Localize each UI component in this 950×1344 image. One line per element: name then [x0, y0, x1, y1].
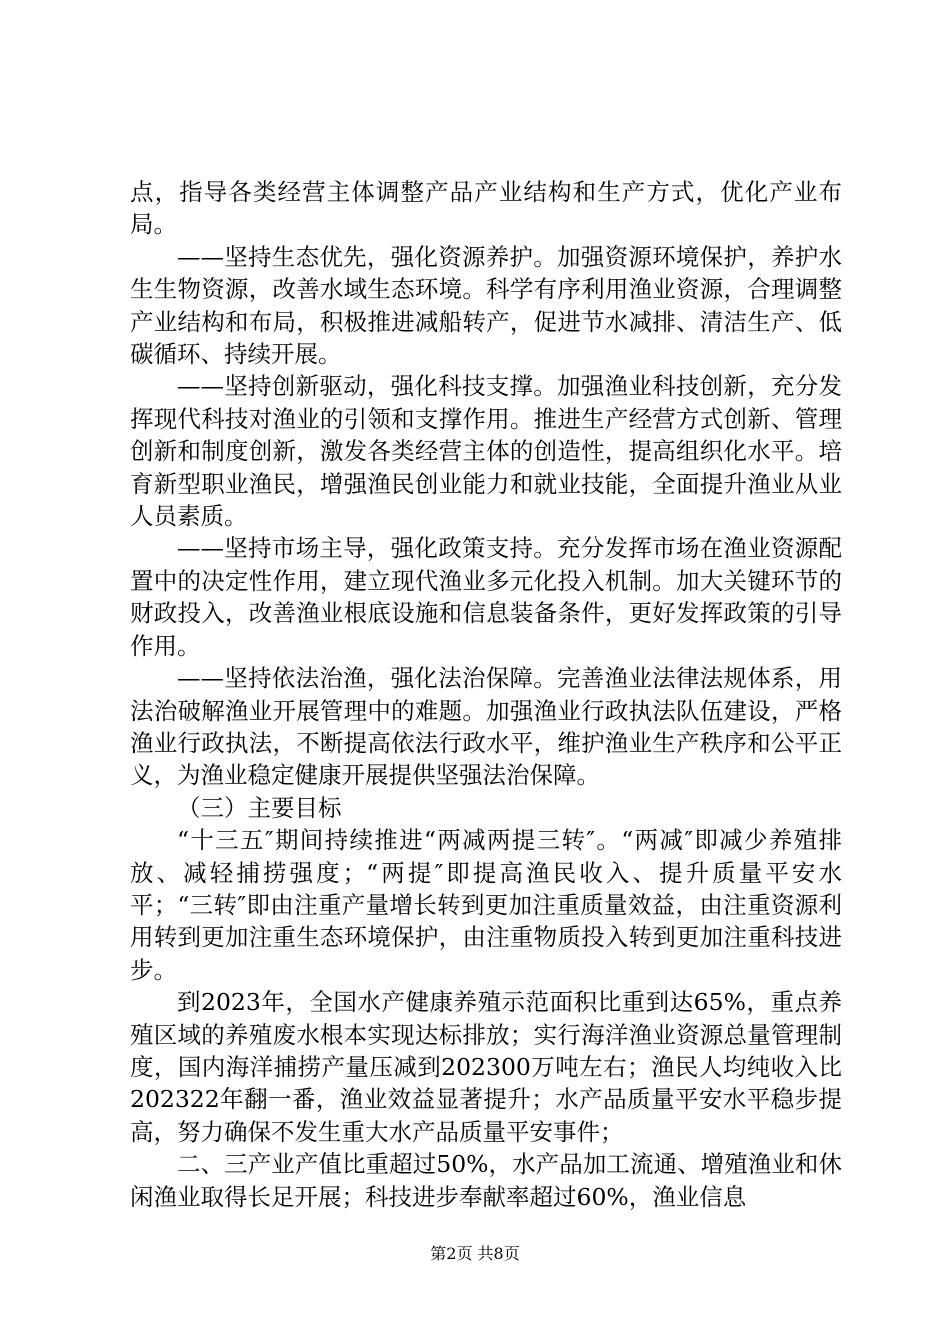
page-number-footer: 第2页 共8页: [430, 1244, 520, 1263]
paragraph-ecology-priority: ——坚持生态优先，强化资源养护。加强资源环境保护，养护水生生物资源，改善水域生态环境。科学有序利用渔业资源，合理调整产业结构和布局，积极推进减船转产，促进节水减排、清洁生产、低碳循环、持续开展。: [130, 242, 842, 369]
paragraph-rule-of-law: ——坚持依法治渔，强化法治保障。完善渔业法律法规体系，用法治破解渔业开展管理中的难题。加强渔业行政执法队伍建设，严格渔业行政执法，不断提高依法行政水平，维护渔业生产秩序和公平正义，为渔业稳定健康开展提供坚强法治保障。: [130, 664, 842, 790]
paragraph-industry-share: 二、三产业产值比重超过50%，水产品加工流通、增殖渔业和休闲渔业取得长足开展；科技进步奉献率超过60%，渔业信息: [130, 1150, 842, 1211]
paragraph-market-led: ——坚持市场主导，强化政策支持。充分发挥市场在渔业资源配置中的决定性作用，建立现代渔业多元化投入机制。加大关键环节的财政投入，改善渔业根底设施和信息装备条件，更好发挥政策的引导作用。: [130, 534, 842, 660]
paragraph-continuation: 点，指导各类经营主体调整产品产业结构和生产方式，优化产业布局。: [130, 178, 842, 239]
paragraph-two-reductions: “十三五″期间持续推进“两减两提三转″。“两减″即减少养殖排放、减轻捕捞强度；“两提″即提高渔民收入、提升质量平安水平；“三转″即由注重产量增长转到更加注重质量效益，由注重资源利用转到更加注重生态环境保护，由注重物质投入转到更加注重科技进步。: [130, 826, 842, 984]
paragraph-innovation-driven: ——坚持创新驱动，强化科技支撑。加强渔业科技创新，充分发挥现代科技对渔业的引领和支撑作用。推进生产经营方式创新、管理创新和制度创新，激发各类经营主体的创造性，提高组织化水平。培育新型职业渔民，增强渔民创业能力和就业技能，全面提升渔业从业人员素质。: [130, 372, 842, 531]
section-heading-main-goals: （三）主要目标: [177, 793, 342, 822]
document-body: [130, 176, 842, 1213]
paragraph-2023-targets: 到2023年，全国水产健康养殖示范面积比重到达65%，重点养殖区域的养殖废水根本实现达标排放；实行海洋渔业资源总量管理制度，国内海洋捕捞产量压减到202300万吨左右；渔民人均纯收入比202322年翻一番，渔业效益显著提升；水产品质量平安水平稳步提高，努力确保不发生重大水产品质量平安事件；: [130, 988, 842, 1146]
